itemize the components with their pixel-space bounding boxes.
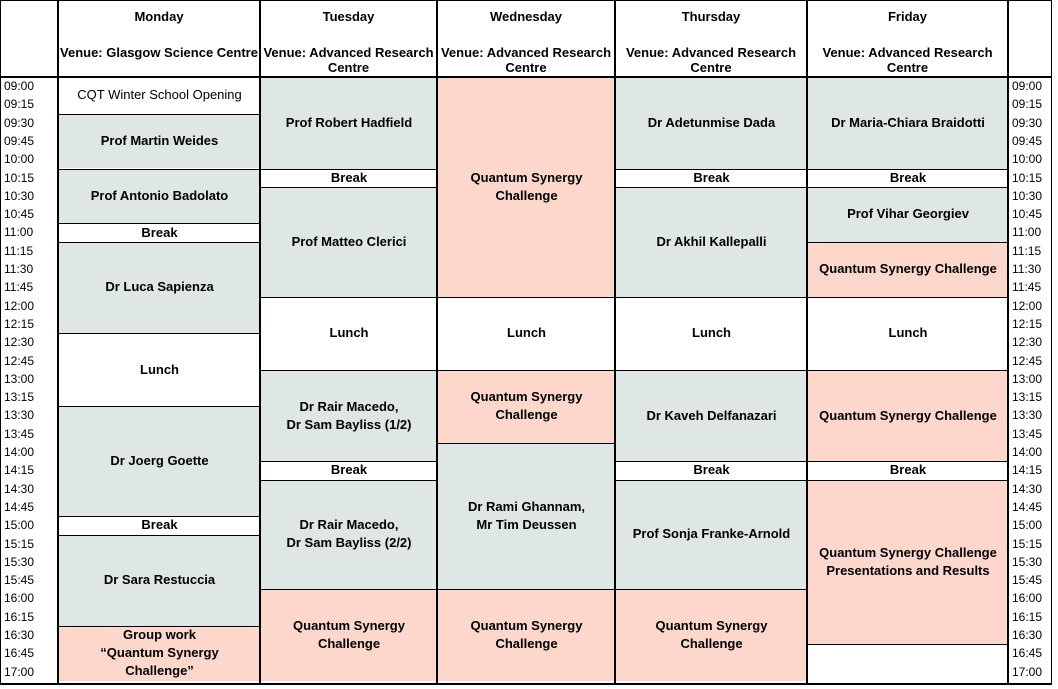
session-divider: [58, 535, 260, 536]
venue-label: Venue: Glasgow Science Centre: [60, 45, 258, 60]
session-divider: [807, 644, 1008, 645]
time-label-right: 15:30: [1012, 554, 1043, 569]
session-divider: [615, 169, 807, 170]
session-cell: Quantum Synergy Challenge: [616, 589, 807, 681]
time-label-right: 13:00: [1012, 371, 1043, 386]
session-cell: Lunch: [808, 297, 1008, 370]
time-label-right: 10:30: [1012, 188, 1043, 203]
session-cell: Break: [616, 461, 807, 479]
day-name: Wednesday: [489, 9, 562, 24]
session-cell: Quantum Synergy Challenge Presentations and Results: [808, 480, 1008, 645]
time-label-right: 14:00: [1012, 445, 1043, 459]
time-label-left: 15:30: [4, 554, 35, 569]
time-label-left: 15:15: [4, 536, 35, 551]
session-divider: [807, 242, 1008, 243]
time-label-left: 10:30: [4, 188, 35, 203]
session-cell: Prof Robert Hadfield: [261, 77, 437, 169]
session-cell: Quantum Synergy Challenge: [438, 589, 615, 681]
time-label-right: 10:00: [1012, 152, 1043, 167]
time-label-right: 16:45: [1012, 646, 1043, 661]
time-label-right: 13:15: [1012, 390, 1043, 405]
session-cell: Dr Rair Macedo, Dr Sam Bayliss (1/2): [261, 370, 437, 462]
session-cell: Dr Luca Sapienza: [59, 242, 260, 334]
time-label-left: 13:00: [4, 371, 35, 386]
session-divider: [58, 223, 260, 224]
day-header-thursday: [615, 0, 807, 77]
time-label-right: 09:15: [1012, 97, 1043, 112]
session-cell: Lunch: [438, 297, 615, 370]
session-divider: [437, 443, 615, 444]
session-cell: Break: [808, 461, 1008, 479]
session-cell: Quantum Synergy Challenge: [808, 370, 1008, 462]
session-cell: [808, 644, 1008, 681]
border-right: [1051, 0, 1052, 685]
time-label-right: 11:00: [1012, 225, 1042, 240]
session-divider: [615, 461, 807, 462]
session-divider: [807, 461, 1008, 462]
session-divider: [260, 297, 437, 298]
session-cell: Quantum Synergy Challenge: [438, 370, 615, 443]
time-label-left: 12:30: [4, 335, 35, 350]
session-divider: [615, 297, 807, 298]
time-label-right: 12:45: [1012, 353, 1043, 368]
time-label-right: 15:45: [1012, 573, 1043, 588]
time-label-left: 15:45: [4, 573, 35, 588]
session-cell: Break: [261, 461, 437, 479]
time-label-left: 13:30: [4, 408, 35, 423]
time-label-right: 14:15: [1012, 463, 1043, 478]
time-label-left: 14:45: [4, 499, 35, 514]
session-cell: Dr Akhil Kallepalli: [616, 187, 807, 297]
time-label-left: 16:45: [4, 646, 35, 661]
header-rule: [0, 76, 1052, 78]
time-label-right: 14:30: [1012, 481, 1043, 496]
time-label-left: 16:00: [4, 591, 35, 606]
session-divider: [807, 370, 1008, 371]
column-line: [259, 0, 261, 683]
session-cell: Quantum Synergy Challenge: [438, 77, 615, 297]
time-label-right: 10:15: [1012, 170, 1043, 185]
time-label-left: 14:15: [4, 463, 35, 478]
session-divider: [58, 406, 260, 407]
session-divider: [58, 516, 260, 517]
session-cell: Lunch: [616, 297, 807, 370]
time-label-left: 17:00: [4, 664, 35, 679]
session-cell: Group work “Quantum Synergy Challenge”: [59, 626, 260, 681]
session-divider: [260, 187, 437, 188]
time-label-left: 14:00: [4, 445, 35, 459]
session-cell: Lunch: [261, 297, 437, 370]
time-label-left: 13:45: [4, 426, 35, 441]
session-cell: Dr Maria-Chiara Braidotti: [808, 77, 1008, 169]
time-label-right: 11:30: [1012, 262, 1042, 276]
session-divider: [437, 297, 615, 298]
session-cell: Lunch: [59, 333, 260, 406]
column-line: [806, 0, 808, 683]
session-cell: Break: [59, 516, 260, 534]
time-label-left: 13:15: [4, 390, 35, 405]
venue-label: Venue: Advanced Research Centre: [440, 45, 612, 75]
venue-label: Venue: Advanced Research Centre: [263, 45, 434, 75]
session-divider: [807, 297, 1008, 298]
day-name: Monday: [134, 9, 184, 24]
session-cell: Prof Vihar Georgiev: [808, 187, 1008, 242]
session-divider: [260, 169, 437, 170]
time-label-right: 17:00: [1012, 664, 1043, 679]
venue-label: Venue: Advanced Research Centre: [625, 45, 797, 75]
border-top: [0, 0, 1052, 1]
session-divider: [260, 480, 437, 481]
session-cell: Prof Sonja Franke-Arnold: [616, 480, 807, 590]
time-label-right: 15:15: [1012, 536, 1043, 551]
time-label-left: 14:30: [4, 481, 35, 496]
session-divider: [615, 187, 807, 188]
time-label-right: 09:45: [1012, 133, 1043, 148]
time-label-left: 16:15: [4, 609, 35, 624]
time-label-right: 13:45: [1012, 426, 1043, 441]
session-cell: Break: [261, 169, 437, 187]
session-cell: Dr Rair Macedo, Dr Sam Bayliss (2/2): [261, 480, 437, 590]
session-cell: Break: [616, 169, 807, 187]
session-divider: [260, 461, 437, 462]
time-label-right: 16:00: [1012, 591, 1043, 606]
time-label-left: 12:00: [4, 298, 35, 313]
session-cell: Quantum Synergy Challenge: [261, 589, 437, 681]
time-label-left: 11:15: [4, 243, 34, 258]
day-header-tuesday: [260, 0, 437, 77]
time-label-left: 12:45: [4, 353, 35, 368]
column-line: [614, 0, 616, 683]
session-divider: [437, 370, 615, 371]
session-cell: Quantum Synergy Challenge: [808, 242, 1008, 297]
time-label-left: 11:30: [4, 262, 34, 276]
time-label-right: 16:30: [1012, 628, 1043, 642]
border-bottom: [0, 683, 1052, 685]
day-header-friday: [807, 0, 1008, 77]
time-label-left: 10:00: [4, 152, 35, 167]
session-cell: Dr Adetunmise Dada: [616, 77, 807, 169]
session-divider: [807, 480, 1008, 481]
time-label-left: 10:15: [4, 170, 35, 185]
session-cell: Dr Kaveh Delfanazari: [616, 370, 807, 462]
session-divider: [615, 370, 807, 371]
session-cell: Prof Martin Weides: [59, 114, 260, 169]
time-label-right: 09:00: [1012, 79, 1043, 93]
session-cell: Break: [808, 169, 1008, 187]
session-divider: [58, 169, 260, 170]
session-divider: [807, 169, 1008, 170]
session-divider: [58, 242, 260, 243]
session-divider: [260, 370, 437, 371]
venue-label: Venue: Advanced Research Centre: [822, 45, 993, 75]
time-label-right: 12:30: [1012, 335, 1043, 350]
time-label-left: 15:00: [4, 518, 35, 533]
time-label-left: 16:30: [4, 628, 35, 642]
session-cell: Dr Sara Restuccia: [59, 535, 260, 627]
session-cell: Prof Antonio Badolato: [59, 169, 260, 224]
column-line: [57, 0, 59, 683]
time-label-left: 10:45: [4, 207, 35, 222]
session-divider: [58, 333, 260, 334]
session-divider: [58, 626, 260, 627]
session-cell: Dr Joerg Goette: [59, 406, 260, 516]
column-line: [436, 0, 438, 683]
day-header-monday: [58, 0, 260, 77]
time-label-right: 11:15: [1012, 243, 1042, 258]
time-label-right: 09:30: [1012, 115, 1043, 130]
day-name: Friday: [887, 9, 927, 24]
time-label-right: 15:00: [1012, 518, 1043, 533]
session-divider: [260, 589, 437, 590]
session-divider: [615, 480, 807, 481]
session-divider: [615, 589, 807, 590]
session-divider: [437, 589, 615, 590]
time-label-right: 12:00: [1012, 298, 1043, 313]
column-line: [1007, 0, 1009, 683]
session-cell: Prof Matteo Clerici: [261, 187, 437, 297]
time-label-right: 10:45: [1012, 207, 1043, 222]
time-label-right: 14:45: [1012, 499, 1043, 514]
time-label-right: 11:45: [1012, 280, 1042, 295]
time-label-left: 12:15: [4, 316, 35, 331]
time-label-left: 09:45: [4, 133, 35, 148]
session-cell: Break: [59, 223, 260, 241]
session-divider: [807, 187, 1008, 188]
time-label-left: 11:45: [4, 280, 34, 295]
session-cell: Dr Rami Ghannam, Mr Tim Deussen: [438, 443, 615, 589]
day-name: Tuesday: [322, 9, 375, 24]
session-cell: CQT Winter School Opening: [77, 87, 242, 103]
day-name: Thursday: [681, 9, 741, 24]
time-label-left: 11:00: [4, 225, 34, 240]
day-header-wednesday: [437, 0, 615, 77]
time-label-left: 09:00: [4, 79, 35, 93]
time-label-right: 12:15: [1012, 316, 1043, 331]
session-divider: [58, 114, 260, 115]
time-label-right: 13:30: [1012, 408, 1043, 423]
border-left: [0, 0, 1, 683]
time-label-left: 09:30: [4, 115, 35, 130]
time-label-left: 09:15: [4, 97, 35, 112]
time-label-right: 16:15: [1012, 609, 1043, 624]
